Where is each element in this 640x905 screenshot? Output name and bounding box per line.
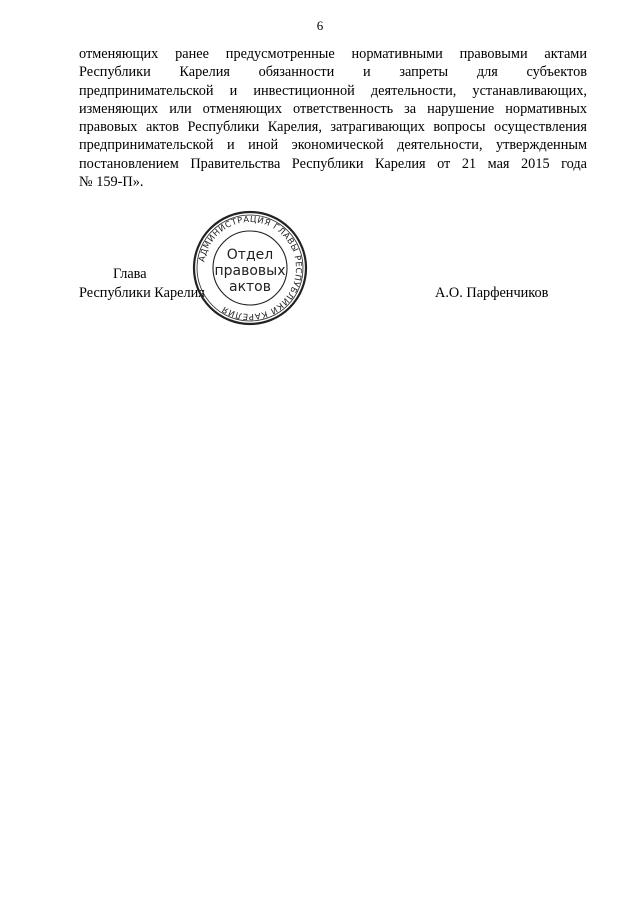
stamp-seal [190,208,310,328]
signature-organization: Республики Карелия [79,285,205,301]
stamp-ring-text: АДМИНИСТРАЦИЯ ГЛАВЫ РЕСПУБЛИКИ КАРЕЛИЯ [196,213,305,323]
body-line: отменяющих ранее предусмотренные нормативными правовыми актами [79,46,587,62]
body-line: правовых актов Республики Карелия, затрагивающих вопросы осуществления [79,119,587,136]
stamp-center-line: правовых [214,263,286,279]
body-line: предпринимательской и иной экономической деятельности, утвержденным [79,137,587,154]
body-line: № 159-П». [79,174,144,191]
body-line: Республики Карелия обязанности и запреты для субъектов [79,64,587,81]
signature-name: А.О. Парфенчиков [435,285,549,301]
body-line: предпринимательской и инвестиционной деятельности, устанавливающих, [79,82,587,99]
body-line: постановлением Правительства Республики Карелия от 21 мая 2015 года [79,155,587,172]
body-paragraph [79,45,587,191]
official-stamp [190,208,310,328]
stamp-center-line: Отдел [226,247,274,263]
page-number: 6 [316,18,324,33]
body-line: изменяющих или отменяющих ответственность за нарушение нормативных [79,100,587,117]
signature-title: Глава [113,266,147,282]
stamp-center-line: актов [228,279,272,295]
